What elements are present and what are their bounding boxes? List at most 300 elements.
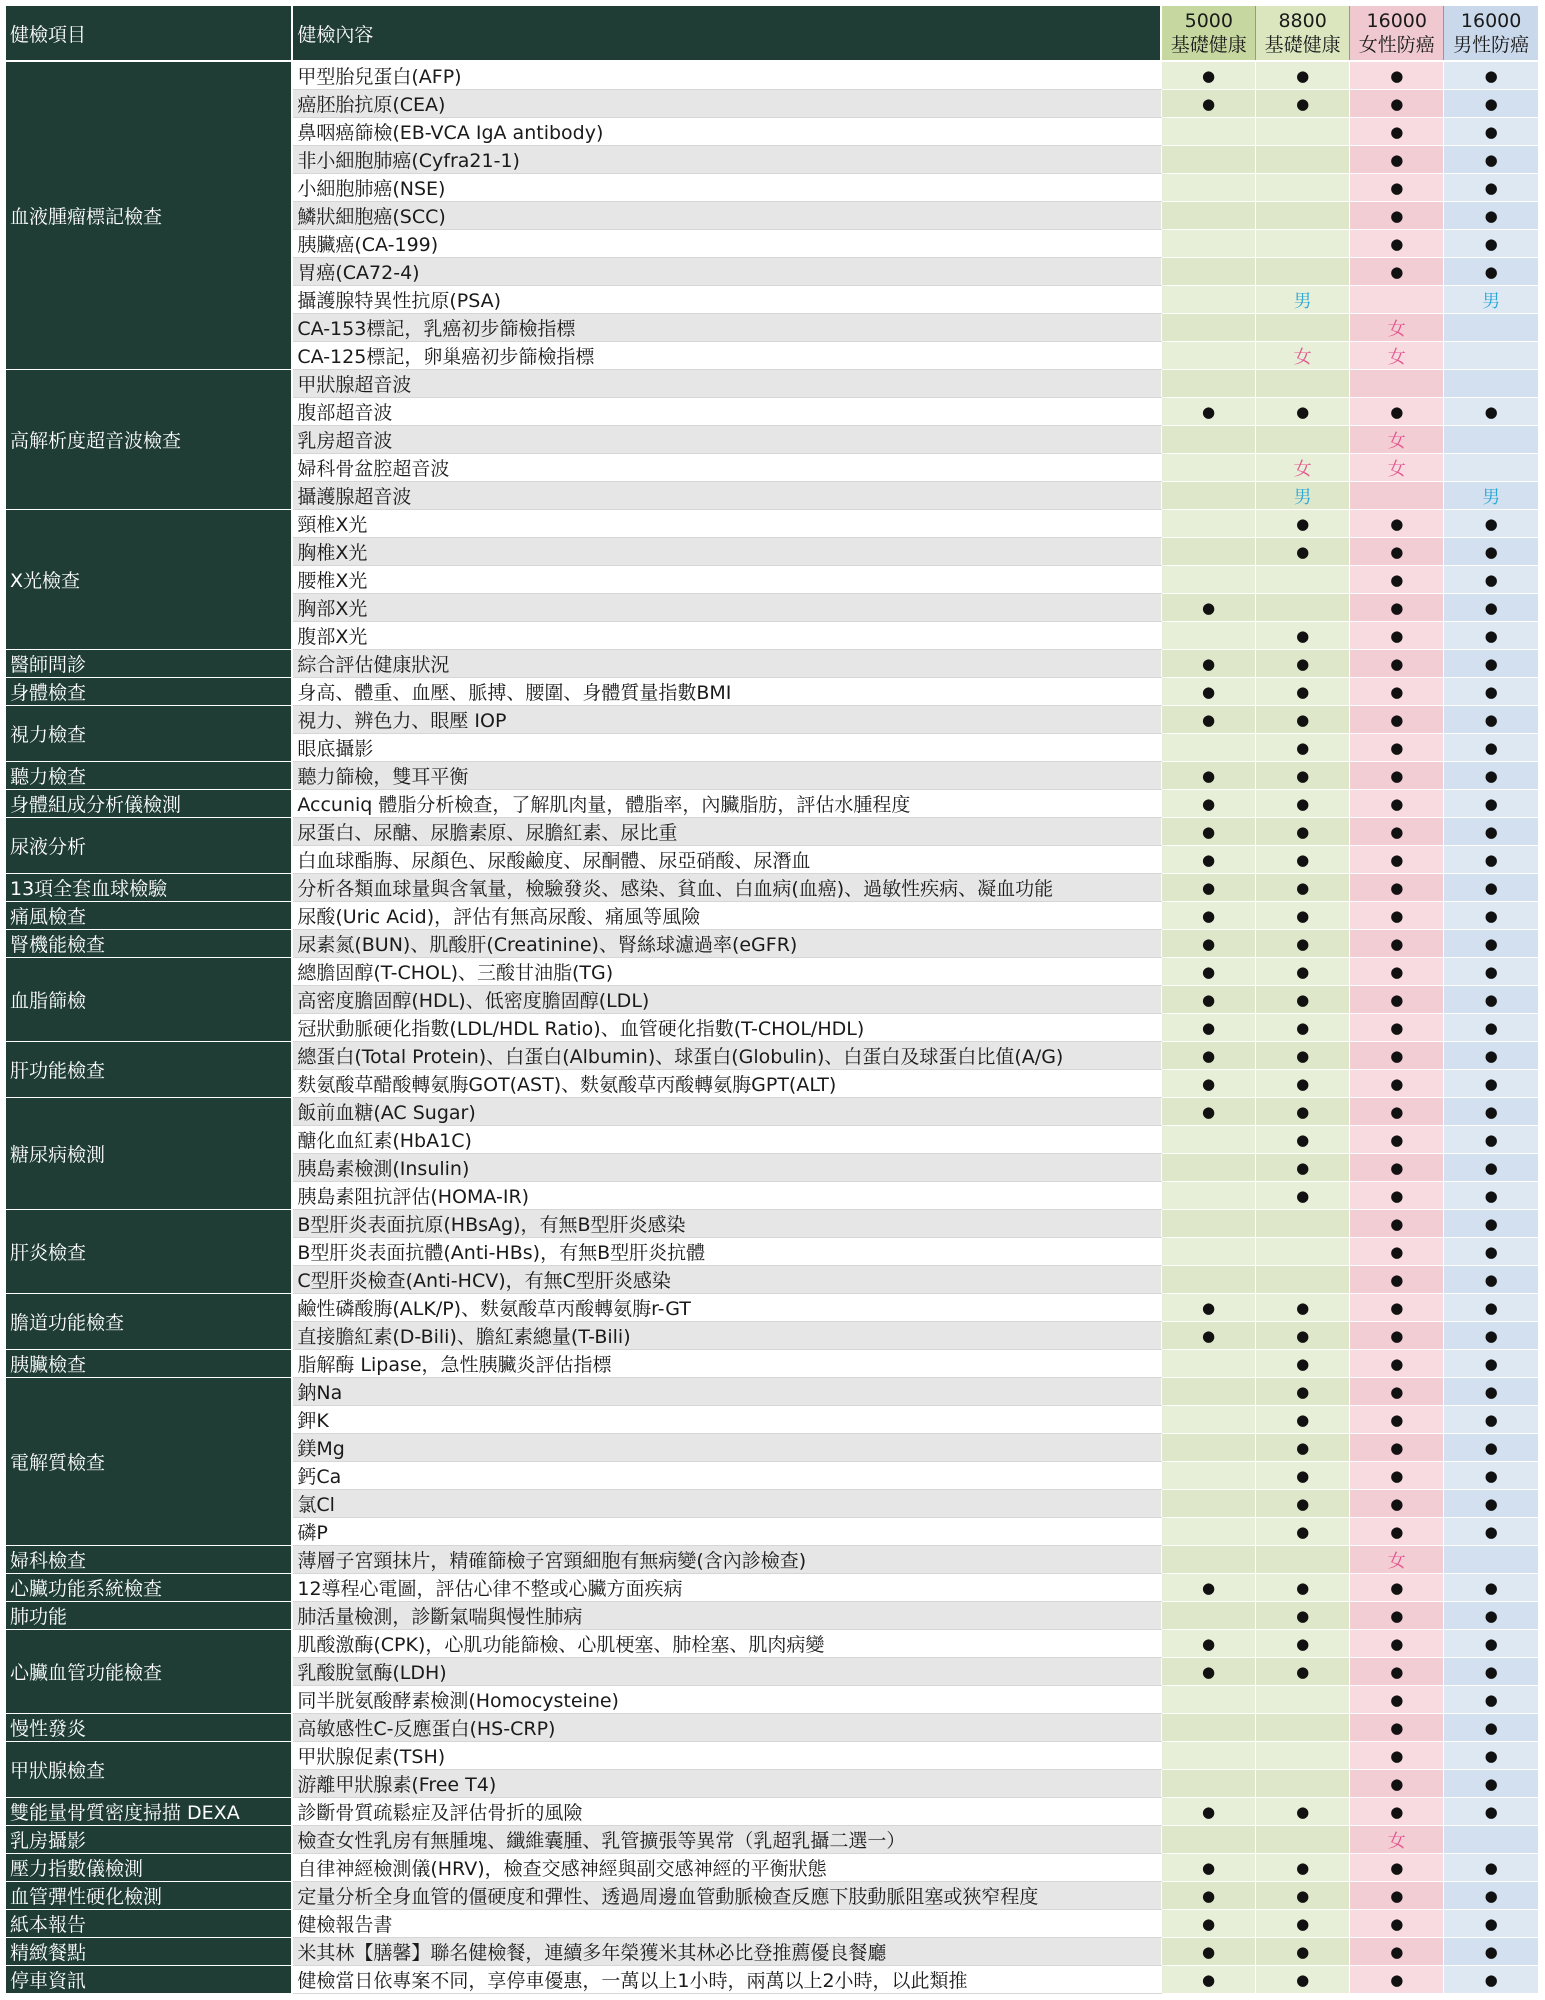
package-mark-cell [1256,1714,1350,1742]
package-mark-cell: ● [1350,1238,1444,1266]
package-mark-cell [1161,370,1255,398]
item-cell: 診斷骨質疏鬆症及評估骨折的風險 [292,1798,1161,1826]
package-mark-cell: ● [1256,986,1350,1014]
header-package-3 [1350,6,1444,61]
package-mark-cell: ● [1350,846,1444,874]
package-mark-cell [1161,1434,1255,1462]
package-mark-cell [1161,1266,1255,1294]
package-mark-cell [1256,1742,1350,1770]
item-cell: 氯Cl [292,1490,1161,1518]
item-cell: 癌胚胎抗原(CEA) [292,90,1161,118]
package-mark-cell [1350,482,1444,510]
category-cell: 腎機能檢查 [6,930,292,958]
package-mark-cell: ● [1350,1602,1444,1630]
package-mark-cell [1444,1826,1538,1854]
package-mark-cell: ● [1256,818,1350,846]
category-cell: 電解質檢查 [6,1378,292,1546]
package-mark-cell: ● [1350,1042,1444,1070]
package-mark-cell: ● [1256,1574,1350,1602]
category-cell: 膽道功能檢查 [6,1294,292,1350]
package-mark-cell [1161,1742,1255,1770]
package-mark-cell: ● [1444,762,1538,790]
item-cell: CA-153標記，乳癌初步篩檢指標 [292,314,1161,342]
package-mark-cell [1350,370,1444,398]
table-row [6,818,1538,846]
item-cell: 直接膽紅素(D-Bili)、膽紅素總量(T-Bili) [292,1322,1161,1350]
package-mark-cell: ● [1161,986,1255,1014]
table-row [6,1378,1538,1406]
package-mark-cell: ● [1256,1462,1350,1490]
package-mark-cell [1161,1714,1255,1742]
package-mark-cell: ● [1161,958,1255,986]
package-mark-cell: ● [1444,734,1538,762]
package-mark-cell [1256,230,1350,258]
package-mark-cell: ● [1350,1126,1444,1154]
item-cell: 頸椎X光 [292,510,1161,538]
item-cell: C型肝炎檢查(Anti-HCV)，有無C型肝炎感染 [292,1266,1161,1294]
package-mark-cell [1256,1686,1350,1714]
package-mark-cell: ● [1256,1322,1350,1350]
package-mark-cell: ● [1256,1854,1350,1882]
category-cell: 雙能量骨質密度掃描 DEXA [6,1798,292,1826]
package-mark-cell: ● [1350,1182,1444,1210]
category-cell: 醫師問診 [6,650,292,678]
package-mark-cell: ● [1444,1210,1538,1238]
package-mark-cell [1161,1826,1255,1854]
package-mark-cell: ● [1161,762,1255,790]
package-mark-cell [1161,1154,1255,1182]
package-mark-cell: ● [1256,1938,1350,1966]
item-cell: 尿素氮(BUN)、肌酸肝(Creatinine)、腎絲球濾過率(eGFR) [292,930,1161,958]
package-mark-cell [1161,426,1255,454]
package-mark-cell: ● [1350,1406,1444,1434]
package-mark-cell [1161,454,1255,482]
header-package-4 [1444,6,1538,61]
category-cell: 高解析度超音波檢查 [6,370,292,510]
package-mark-cell: ● [1350,1854,1444,1882]
package-price: 8800 [1278,10,1327,32]
table-row [6,930,1538,958]
package-mark-cell [1161,1210,1255,1238]
package-mark-cell [1256,1210,1350,1238]
package-mark-cell: ● [1256,1798,1350,1826]
package-mark-cell: ● [1444,1378,1538,1406]
item-cell: 定量分析全身血管的僵硬度和彈性、透過周邊血管動脈檢查反應下肢動脈阻塞或狹窄程度 [292,1882,1161,1910]
package-mark-cell: ● [1444,202,1538,230]
package-mark-cell [1161,286,1255,314]
item-cell: 視力、辨色力、眼壓 IOP [292,706,1161,734]
package-mark-cell: ● [1256,90,1350,118]
header-content: 健檢內容 [292,6,1161,61]
package-mark-cell: ● [1444,874,1538,902]
package-mark-cell: ● [1350,986,1444,1014]
package-mark-cell: 女 [1350,1826,1444,1854]
package-mark-cell: ● [1256,734,1350,762]
category-cell: 心臟血管功能檢查 [6,1630,292,1714]
package-mark-cell: ● [1350,398,1444,426]
package-mark-cell: ● [1161,1966,1255,1994]
package-mark-cell [1256,1266,1350,1294]
item-cell: 尿蛋白、尿醣、尿膽素原、尿膽紅素、尿比重 [292,818,1161,846]
table-row [6,1294,1538,1322]
package-mark-cell: ● [1444,930,1538,958]
item-cell: 綜合評估健康狀況 [292,650,1161,678]
package-mark-cell: ● [1350,762,1444,790]
package-mark-cell: ● [1444,1182,1538,1210]
item-cell: 白血球酯脢、尿顏色、尿酸鹼度、尿酮體、尿亞硝酸、尿潛血 [292,846,1161,874]
package-mark-cell: ● [1350,1098,1444,1126]
package-mark-cell: ● [1256,930,1350,958]
package-mark-cell: ● [1350,566,1444,594]
package-mark-cell: ● [1350,1350,1444,1378]
item-cell: 磷P [292,1518,1161,1546]
item-cell: B型肝炎表面抗原(HBsAg)，有無B型肝炎感染 [292,1210,1161,1238]
package-mark-cell [1161,566,1255,594]
package-mark-cell [1161,146,1255,174]
table-row [6,370,1538,398]
category-cell: 壓力指數儀檢測 [6,1854,292,1882]
package-mark-cell: ● [1444,902,1538,930]
header-category: 健檢項目 [6,6,292,61]
package-name: 男性防癌 [1453,34,1530,56]
item-cell: 非小細胞肺癌(Cyfra21-1) [292,146,1161,174]
item-cell: 自律神經檢測儀(HRV)，檢查交感神經與副交感神經的平衡狀態 [292,1854,1161,1882]
item-cell: 胸部X光 [292,594,1161,622]
package-mark-cell [1161,1182,1255,1210]
package-mark-cell: ● [1161,1070,1255,1098]
table-row [6,790,1538,818]
header-package-1 [1161,6,1255,61]
table-row [6,1350,1538,1378]
package-mark-cell: ● [1350,650,1444,678]
package-mark-cell [1444,314,1538,342]
item-cell: 健檢當日依專案不同，享停車優惠，一萬以上1小時，兩萬以上2小時，以此類推 [292,1966,1161,1994]
package-mark-cell: ● [1256,1014,1350,1042]
package-mark-cell [1256,370,1350,398]
package-mark-cell: ● [1444,622,1538,650]
item-cell: 鈉Na [292,1378,1161,1406]
package-mark-cell [1256,146,1350,174]
package-mark-cell: 女 [1350,454,1444,482]
package-mark-cell [1161,1686,1255,1714]
package-mark-cell: ● [1444,1042,1538,1070]
category-cell: 紙本報告 [6,1910,292,1938]
package-mark-cell: ● [1444,1910,1538,1938]
package-mark-cell [1256,258,1350,286]
package-mark-cell: ● [1444,650,1538,678]
package-mark-cell [1161,202,1255,230]
package-mark-cell: ● [1256,902,1350,930]
package-mark-cell: ● [1256,398,1350,426]
package-mark-cell: ● [1350,1574,1444,1602]
package-mark-cell [1256,594,1350,622]
package-mark-cell: ● [1256,1294,1350,1322]
package-mark-cell: ● [1161,1630,1255,1658]
package-mark-cell [1161,174,1255,202]
package-mark-cell [1256,1238,1350,1266]
item-cell: 肺活量檢測，診斷氣喘與慢性肺病 [292,1602,1161,1630]
package-mark-cell: ● [1350,1742,1444,1770]
item-cell: 鱗狀細胞癌(SCC) [292,202,1161,230]
package-mark-cell: ● [1161,61,1255,90]
package-mark-cell: ● [1444,706,1538,734]
category-cell: 婦科檢查 [6,1546,292,1574]
package-name: 基礎健康 [1170,34,1247,56]
package-mark-cell: ● [1444,594,1538,622]
package-mark-cell [1161,482,1255,510]
package-mark-cell: ● [1256,1658,1350,1686]
item-cell: 總膽固醇(T-CHOL)、三酸甘油脂(TG) [292,958,1161,986]
package-mark-cell: ● [1256,1350,1350,1378]
table-body [6,61,1538,1994]
category-cell: 精緻餐點 [6,1938,292,1966]
category-cell: 痛風檢查 [6,902,292,930]
package-mark-cell: ● [1444,230,1538,258]
item-cell: 胰臟癌(CA-199) [292,230,1161,258]
table-row [6,1854,1538,1882]
package-mark-cell: ● [1256,1518,1350,1546]
category-cell: 尿液分析 [6,818,292,874]
package-mark-cell [1444,370,1538,398]
package-mark-cell: ● [1161,846,1255,874]
package-mark-cell: ● [1350,902,1444,930]
package-mark-cell: ● [1444,1714,1538,1742]
item-cell: 12導程心電圖，評估心律不整或心臟方面疾病 [292,1574,1161,1602]
package-mark-cell: ● [1444,1602,1538,1630]
package-mark-cell: ● [1256,1602,1350,1630]
package-mark-cell: ● [1161,678,1255,706]
package-mark-cell: ● [1161,1042,1255,1070]
package-mark-cell: ● [1161,902,1255,930]
package-mark-cell: ● [1350,622,1444,650]
package-mark-cell: ● [1161,594,1255,622]
table-row [6,1602,1538,1630]
package-mark-cell: ● [1444,1742,1538,1770]
package-mark-cell [1161,118,1255,146]
package-mark-cell: ● [1350,1966,1444,1994]
table-row [6,1798,1538,1826]
package-mark-cell: ● [1350,202,1444,230]
package-mark-cell: 女 [1256,342,1350,370]
package-mark-cell [1256,1826,1350,1854]
package-mark-cell [1444,342,1538,370]
table-row [6,1742,1538,1770]
package-mark-cell: ● [1256,1042,1350,1070]
item-cell: 分析各類血球量與含氧量，檢驗發炎、感染、貧血、白血病(血癌)、過敏性疾病、凝血功能 [292,874,1161,902]
package-mark-cell [1161,1238,1255,1266]
category-cell: 慢性發炎 [6,1714,292,1742]
package-mark-cell: ● [1350,1014,1444,1042]
category-cell: 肺功能 [6,1602,292,1630]
table-row [6,1966,1538,1994]
item-cell: 甲型胎兒蛋白(AFP) [292,61,1161,90]
package-mark-cell: ● [1256,1630,1350,1658]
package-mark-cell: ● [1350,874,1444,902]
package-mark-cell: ● [1256,1070,1350,1098]
category-cell: 乳房攝影 [6,1826,292,1854]
package-mark-cell [1256,1770,1350,1798]
package-price: 16000 [1460,10,1522,32]
package-mark-cell: ● [1444,1154,1538,1182]
package-mark-cell [1161,1602,1255,1630]
table-row [6,958,1538,986]
category-cell: 視力檢查 [6,706,292,762]
package-mark-cell: ● [1161,1910,1255,1938]
package-mark-cell: 女 [1256,454,1350,482]
package-mark-cell: ● [1350,818,1444,846]
item-cell: 健檢報告書 [292,1910,1161,1938]
package-mark-cell: ● [1444,986,1538,1014]
item-cell: 攝護腺超音波 [292,482,1161,510]
package-mark-cell [1161,1490,1255,1518]
package-mark-cell: ● [1350,1714,1444,1742]
item-cell: 醣化血紅素(HbA1C) [292,1126,1161,1154]
package-mark-cell: ● [1256,622,1350,650]
item-cell: 腰椎X光 [292,566,1161,594]
package-mark-cell: ● [1444,566,1538,594]
package-mark-cell: ● [1256,874,1350,902]
package-mark-cell [1161,734,1255,762]
package-mark-cell: ● [1444,1070,1538,1098]
category-cell: 糖尿病檢測 [6,1098,292,1210]
package-mark-cell: ● [1161,1294,1255,1322]
item-cell: CA-125標記，卵巢癌初步篩檢指標 [292,342,1161,370]
table-row [6,1098,1538,1126]
package-mark-cell [1256,314,1350,342]
package-name: 女性防癌 [1358,34,1435,56]
package-mark-cell: ● [1444,146,1538,174]
package-mark-cell: ● [1350,1070,1444,1098]
item-cell: 胰島素檢測(Insulin) [292,1154,1161,1182]
item-cell: 鉀K [292,1406,1161,1434]
item-cell: B型肝炎表面抗體(Anti-HBs)，有無B型肝炎抗體 [292,1238,1161,1266]
package-mark-cell [1350,286,1444,314]
package-mark-cell: ● [1256,61,1350,90]
item-cell: 腹部超音波 [292,398,1161,426]
package-mark-cell: ● [1350,174,1444,202]
item-cell: 婦科骨盆腔超音波 [292,454,1161,482]
package-mark-cell: ● [1444,1686,1538,1714]
package-mark-cell: ● [1256,790,1350,818]
item-cell: 飯前血糖(AC Sugar) [292,1098,1161,1126]
item-cell: 高敏感性C-反應蛋白(HS-CRP) [292,1714,1161,1742]
package-mark-cell [1161,510,1255,538]
package-mark-cell: ● [1444,538,1538,566]
package-mark-cell: ● [1256,650,1350,678]
package-mark-cell: 女 [1350,314,1444,342]
category-cell: 肝功能檢查 [6,1042,292,1098]
package-mark-cell: ● [1350,734,1444,762]
item-cell: 肌酸激酶(CPK)，心肌功能篩檢、心肌梗塞、肺栓塞、肌肉病變 [292,1630,1161,1658]
package-mark-cell: ● [1444,1938,1538,1966]
header-row [6,6,1538,61]
checkup-table-container [6,6,1538,1994]
item-cell: 尿酸(Uric Acid)，評估有無高尿酸、痛風等風險 [292,902,1161,930]
package-mark-cell [1444,1546,1538,1574]
table-row [6,1630,1538,1658]
package-mark-cell [1256,174,1350,202]
package-mark-cell [1161,1350,1255,1378]
package-mark-cell: ● [1444,118,1538,146]
package-mark-cell: ● [1350,230,1444,258]
package-mark-cell [1161,1126,1255,1154]
package-mark-cell: 男 [1444,286,1538,314]
category-cell: 血脂篩檢 [6,958,292,1042]
package-mark-cell: ● [1161,650,1255,678]
package-mark-cell: ● [1161,398,1255,426]
package-mark-cell: 男 [1256,286,1350,314]
package-mark-cell: ● [1256,1910,1350,1938]
item-cell: 小細胞肺癌(NSE) [292,174,1161,202]
category-cell: 心臟功能系統檢查 [6,1574,292,1602]
package-mark-cell: ● [1444,1350,1538,1378]
package-mark-cell: ● [1350,1770,1444,1798]
package-price: 16000 [1366,10,1427,32]
package-mark-cell: ● [1444,61,1538,90]
package-mark-cell: ● [1350,90,1444,118]
item-cell: 甲狀腺促素(TSH) [292,1742,1161,1770]
package-mark-cell: ● [1350,1938,1444,1966]
package-mark-cell: ● [1350,146,1444,174]
package-mark-cell [1444,454,1538,482]
package-mark-cell: ● [1350,1210,1444,1238]
category-cell: 13項全套血球檢驗 [6,874,292,902]
package-mark-cell: ● [1350,1154,1444,1182]
package-mark-cell [1161,342,1255,370]
package-mark-cell [1161,622,1255,650]
item-cell: 身高、體重、血壓、脈搏、腰圍、身體質量指數BMI [292,678,1161,706]
table-row [6,61,1538,90]
package-mark-cell: ● [1444,1798,1538,1826]
package-mark-cell: ● [1444,1966,1538,1994]
package-mark-cell: ● [1161,1938,1255,1966]
package-mark-cell: ● [1161,1574,1255,1602]
package-mark-cell: ● [1350,958,1444,986]
package-mark-cell: ● [1350,1434,1444,1462]
package-name: 基礎健康 [1264,34,1341,56]
item-cell: 乳酸脫氫酶(LDH) [292,1658,1161,1686]
item-cell: 鹼性磷酸脢(ALK/P)、麩氨酸草丙酸轉氨脢r-GT [292,1294,1161,1322]
package-mark-cell: ● [1444,90,1538,118]
package-mark-cell: ● [1350,594,1444,622]
package-mark-cell [1256,426,1350,454]
package-mark-cell: ● [1161,874,1255,902]
item-cell: 眼底攝影 [292,734,1161,762]
package-mark-cell: ● [1444,1462,1538,1490]
package-mark-cell: ● [1350,930,1444,958]
package-mark-cell: 女 [1350,1546,1444,1574]
package-mark-cell: ● [1161,1798,1255,1826]
package-mark-cell: ● [1444,1518,1538,1546]
package-mark-cell: ● [1256,1154,1350,1182]
package-mark-cell: ● [1444,1658,1538,1686]
checkup-comparison-table [6,6,1538,1994]
package-mark-cell [1161,258,1255,286]
package-mark-cell: ● [1350,538,1444,566]
package-mark-cell: ● [1350,1462,1444,1490]
package-mark-cell: ● [1350,510,1444,538]
category-cell: 血液腫瘤標記檢查 [6,61,292,370]
package-mark-cell: ● [1444,1294,1538,1322]
package-mark-cell: ● [1161,1014,1255,1042]
category-cell: 血管彈性硬化檢測 [6,1882,292,1910]
table-row [6,1546,1538,1574]
package-mark-cell: ● [1350,790,1444,818]
package-mark-cell: ● [1256,1490,1350,1518]
table-row [6,1882,1538,1910]
package-mark-cell: ● [1256,1182,1350,1210]
package-mark-cell: ● [1256,1126,1350,1154]
